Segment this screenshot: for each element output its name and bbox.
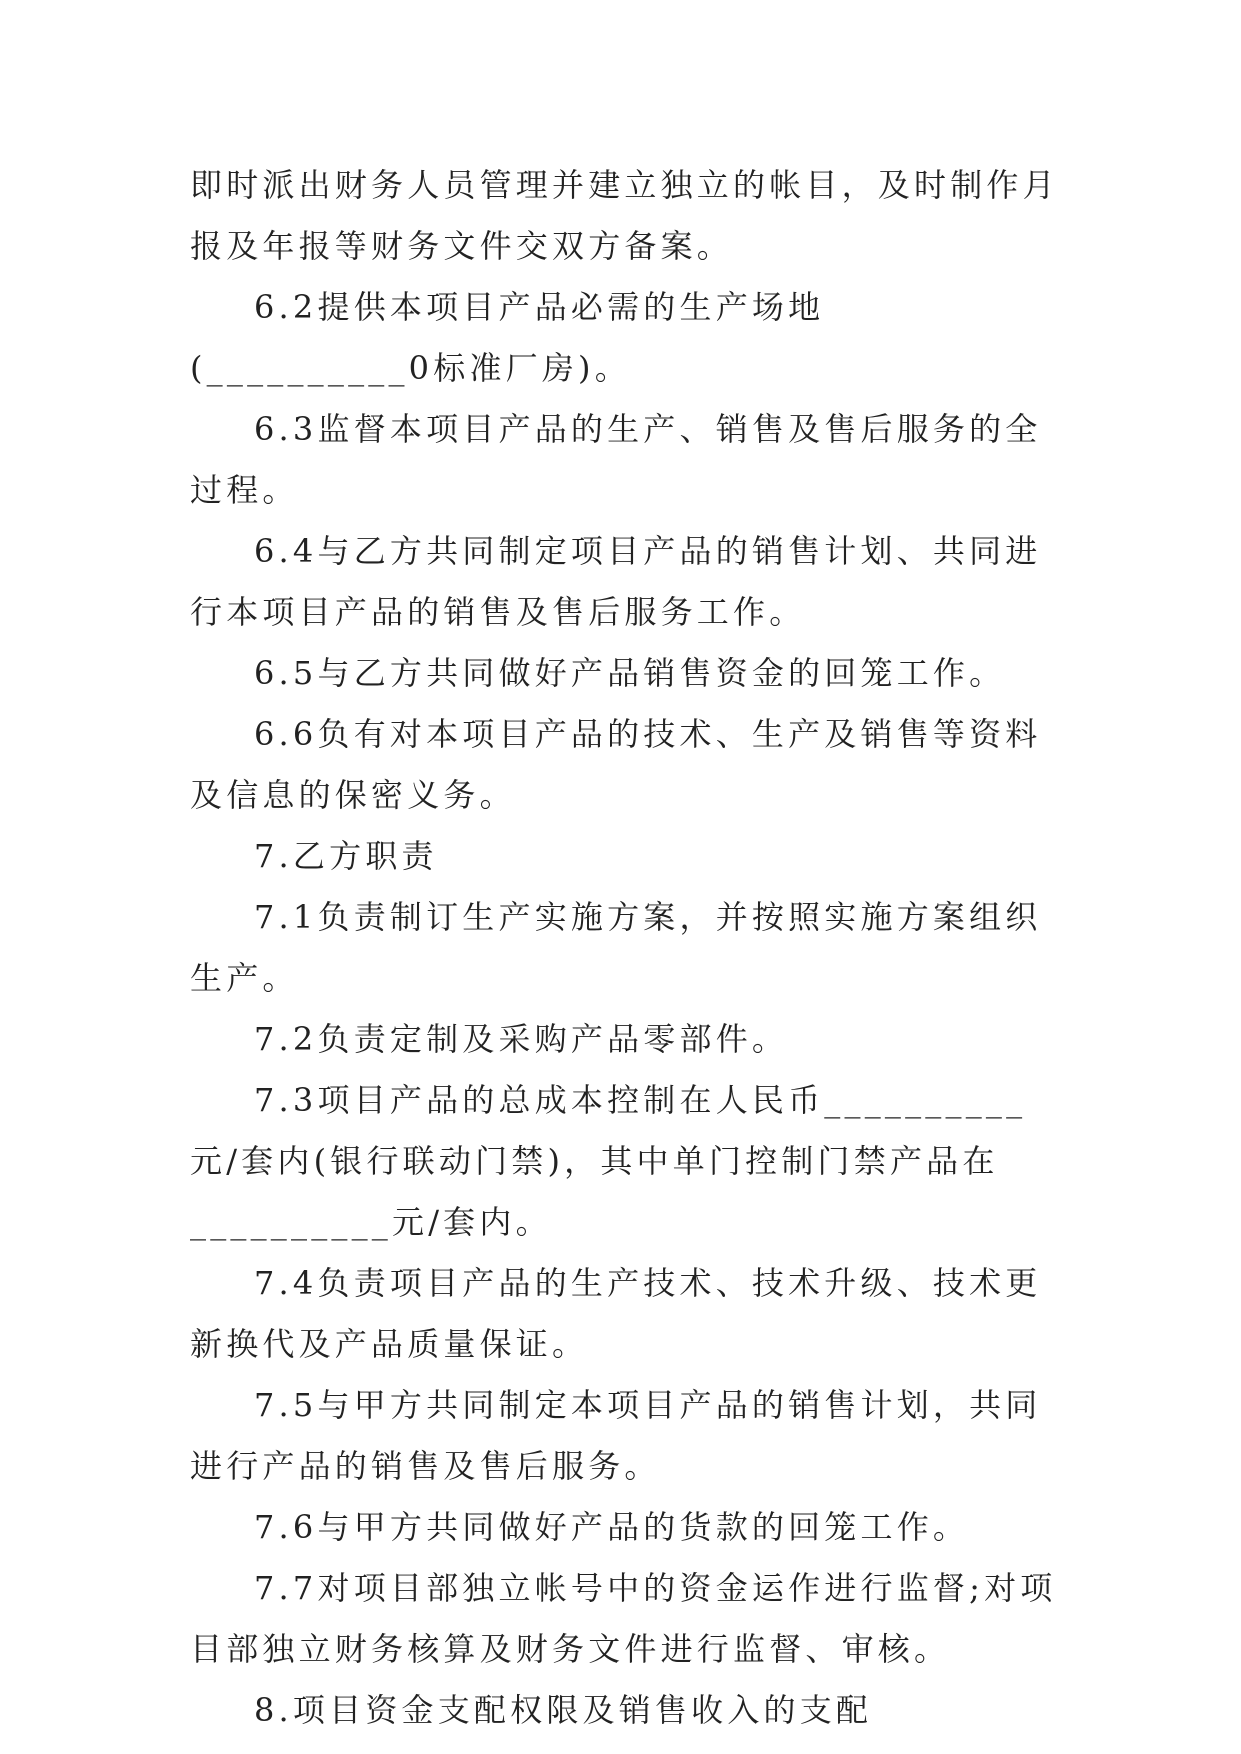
paragraph-6-3: 6.3监督本项目产品的生产、销售及售后服务的全过程。 <box>190 410 1042 509</box>
document-body <box>190 155 1060 1741</box>
paragraph-7-3: 7.3项目产品的总成本控制在人民币__________元/套内(银行联动门禁)，其中单门控制门禁产品在__________元/套内。 <box>190 1081 1027 1241</box>
paragraph-continuation: 即时派出财务人员管理并建立独立的帐目，及时制作月报及年报等财务文件交双方备案。 <box>190 166 1059 265</box>
paragraph-7-4: 7.4负责项目产品的生产技术、技术升级、技术更新换代及产品质量保证。 <box>190 1264 1042 1363</box>
paragraph-6-6: 6.6负有对本项目产品的技术、生产及销售等资料及信息的保密义务。 <box>190 715 1042 814</box>
paragraph-7-1: 7.1负责制订生产实施方案，并按照实施方案组织生产。 <box>190 898 1042 997</box>
paragraph-6-5: 6.5与乙方共同做好产品销售资金的回笼工作。 <box>254 654 1006 692</box>
paragraph-7-5: 7.5与甲方共同制定本项目产品的销售计划，共同进行产品的销售及售后服务。 <box>190 1386 1042 1485</box>
paragraph-6-2: 6.2提供本项目产品必需的生产场地(__________0标准厂房)。 <box>190 288 825 387</box>
paragraph-6-4: 6.4与乙方共同制定项目产品的销售计划、共同进行本项目产品的销售及售后服务工作。 <box>190 532 1042 631</box>
paragraph-7-2: 7.2负责定制及采购产品零部件。 <box>254 1020 789 1058</box>
section-heading-7: 7.乙方职责 <box>254 837 438 875</box>
paragraph-7-6: 7.6与甲方共同做好产品的货款的回笼工作。 <box>254 1508 970 1546</box>
section-heading-8: 8.项目资金支配权限及销售收入的支配 <box>254 1691 873 1729</box>
paragraph-7-7: 7.7对项目部独立帐号中的资金运作进行监督;对项目部独立财务核算及财务文件进行监督、审核。 <box>190 1569 1057 1668</box>
